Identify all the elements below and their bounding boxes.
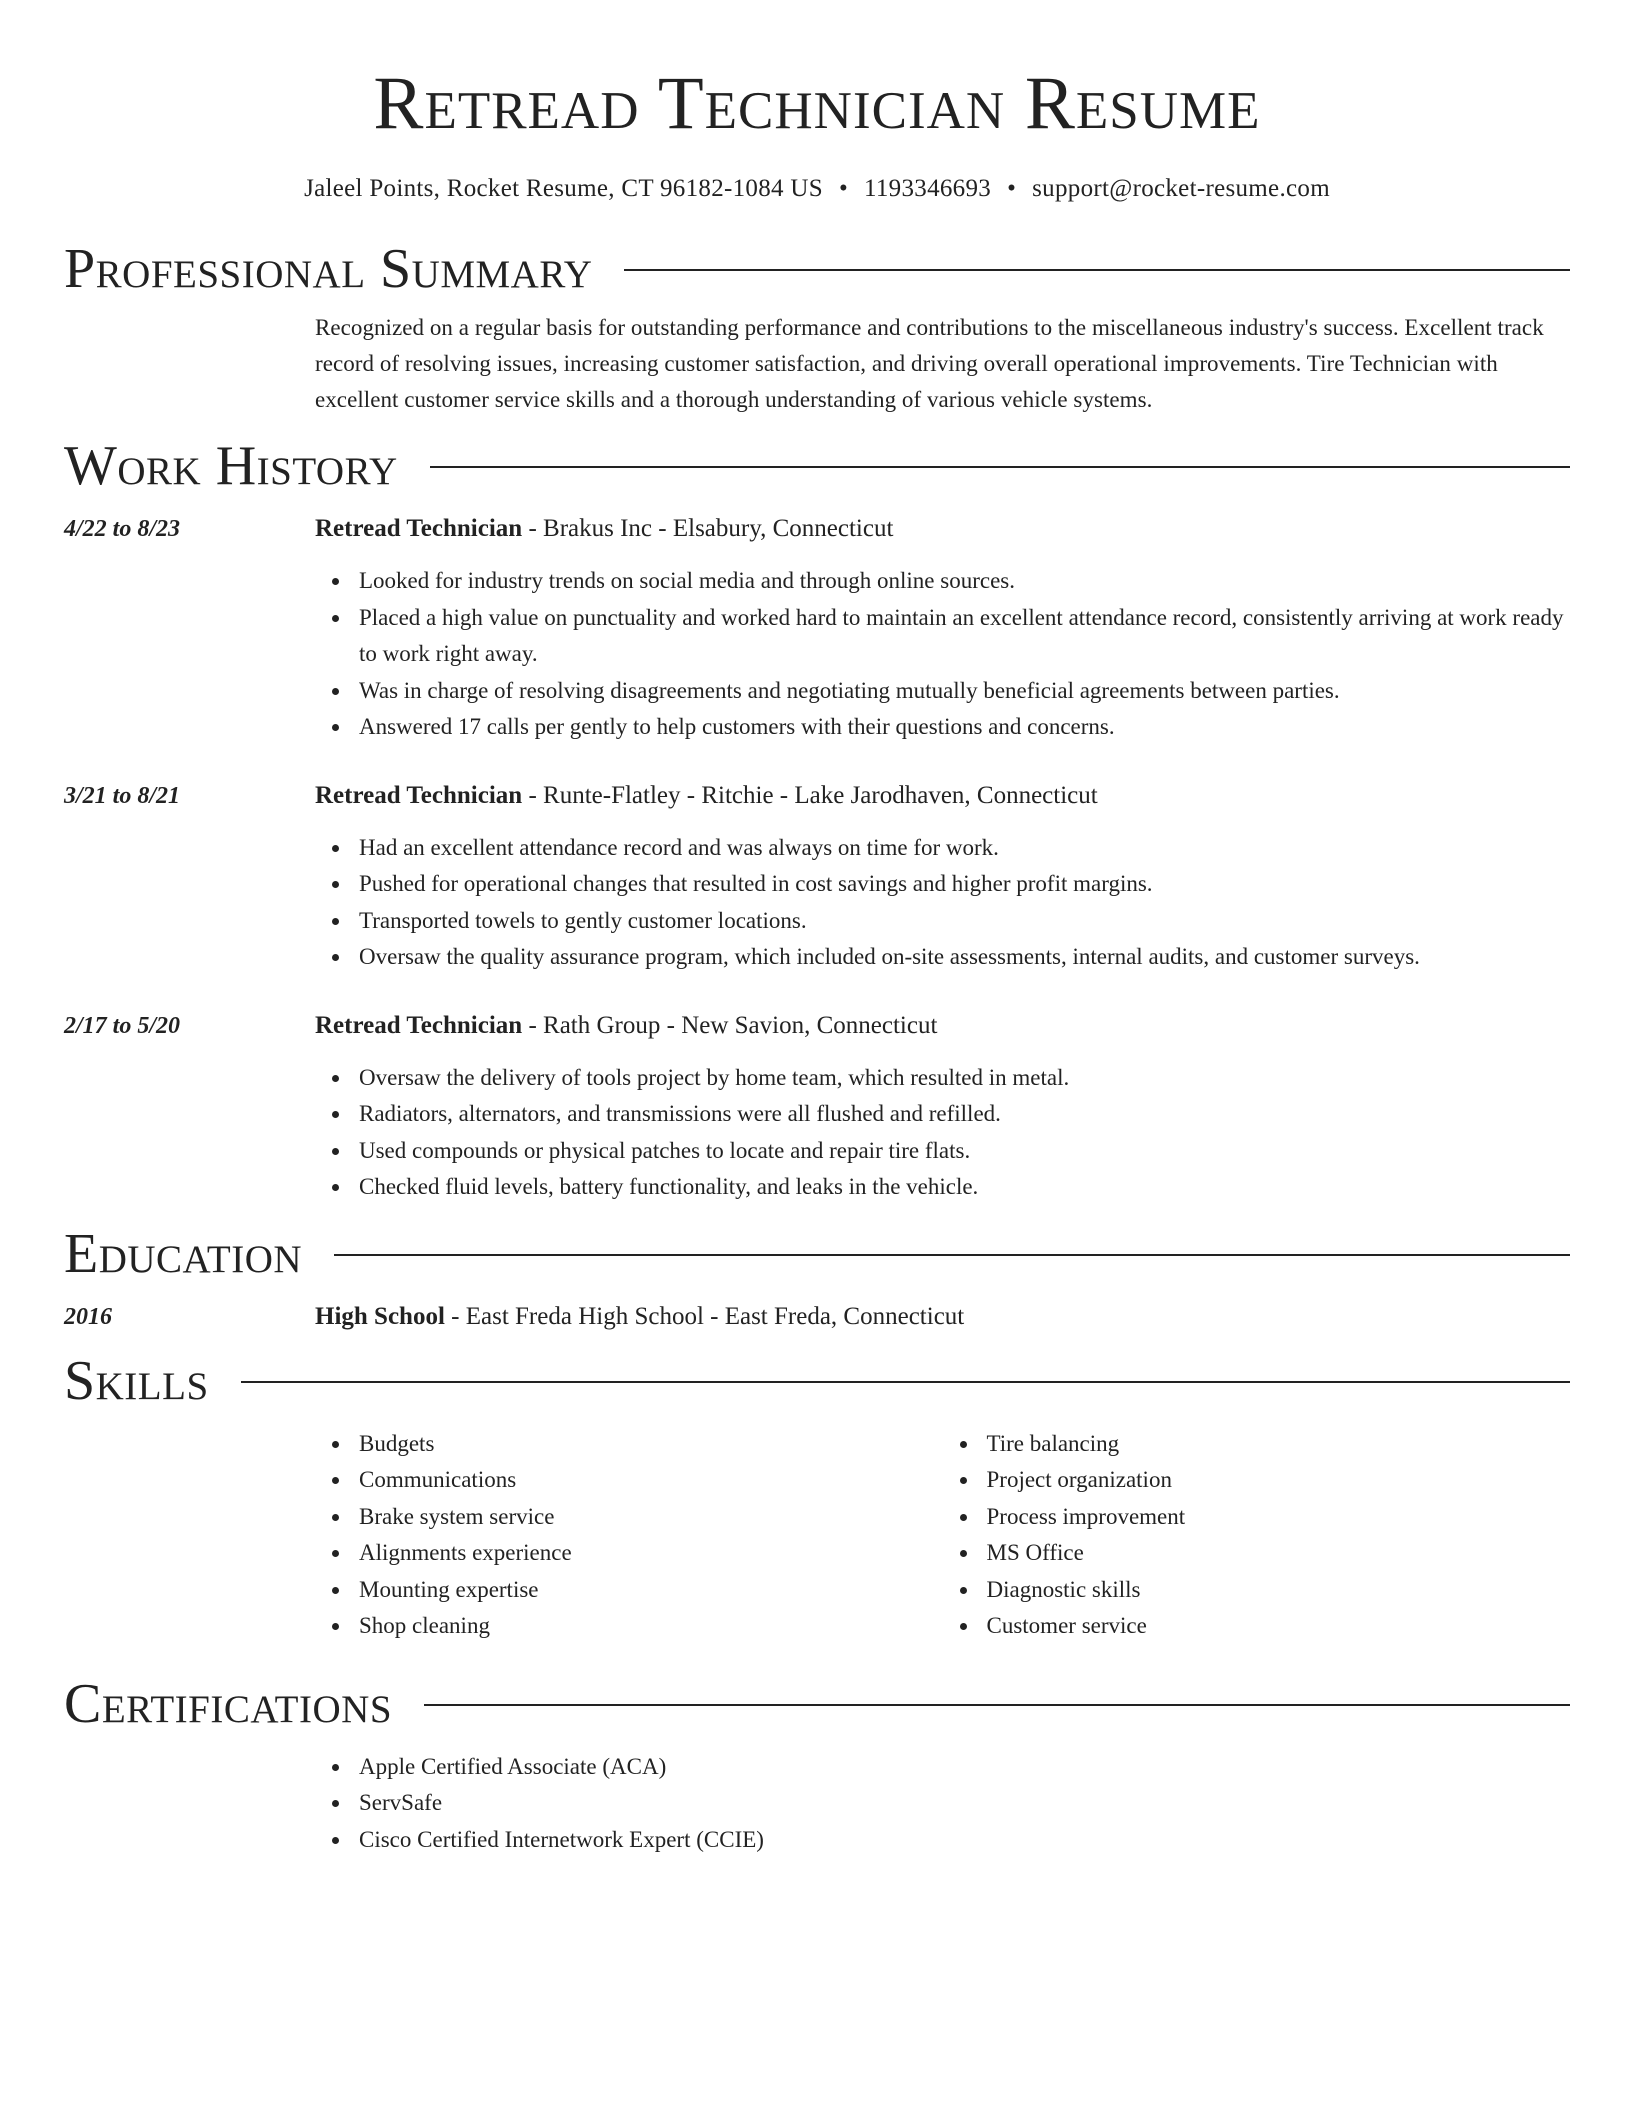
job-title: Retread Technician	[315, 781, 523, 809]
education-line	[315, 1299, 1570, 1335]
certification-item: Apple Certified Associate (ACA)	[359, 1749, 1570, 1786]
contact-address: Jaleel Points, Rocket Resume, CT 96182-1084 US	[304, 175, 823, 202]
education-entry	[64, 1299, 1570, 1335]
section-divider	[241, 1381, 1570, 1383]
skill-item: Process improvement	[987, 1499, 1571, 1536]
contact-phone: 1193346693	[864, 175, 992, 202]
job-bullet: Used compounds or physical patches to locate and repair tire flats.	[359, 1133, 1570, 1170]
certification-item: Cisco Certified Internetwork Expert (CCIE)	[359, 1822, 1570, 1859]
job-entry	[64, 778, 1570, 976]
skill-item: Budgets	[359, 1426, 943, 1463]
section-divider	[430, 466, 1570, 468]
job-bullets	[315, 830, 1570, 976]
job-dates: 2/17 to 5/20	[64, 1012, 181, 1039]
job-dates: 3/21 to 8/21	[64, 782, 181, 809]
certifications-list	[315, 1749, 1570, 1859]
education-heading: Education	[64, 1222, 303, 1285]
job-bullets	[315, 1060, 1570, 1206]
section-divider	[624, 269, 1570, 271]
section-divider	[334, 1254, 1570, 1256]
education-year: 2016	[64, 1303, 112, 1330]
job-title-line	[315, 511, 1570, 547]
skill-item: Mounting expertise	[359, 1572, 943, 1609]
job-details: - Runte-Flatley - Ritchie - Lake Jarodhaven, Connecticut	[522, 781, 1098, 809]
job-bullet: Pushed for operational changes that resulted in cost savings and higher profit margins.	[359, 866, 1570, 903]
contact-separator: •	[838, 175, 848, 202]
education-details: - East Freda High School - East Freda, Connecticut	[444, 1302, 965, 1330]
job-bullet: Was in charge of resolving disagreements and negotiating mutually beneficial agreements between parties.	[359, 673, 1570, 710]
job-content	[315, 778, 1570, 976]
summary-text: Recognized on a regular basis for outstanding performance and contributions to the miscellaneous industry's success. Excellent track record of resolving issues, increasing customer satisfaction, and driving overall operational improvements. Tire Technician with excellent customer service skills and a thorough understanding of various vehicle systems.	[315, 315, 1544, 412]
skill-item: MS Office	[987, 1535, 1571, 1572]
job-bullet: Had an excellent attendance record and was always on time for work.	[359, 830, 1570, 867]
job-details: - Rath Group - New Savion, Connecticut	[522, 1011, 938, 1039]
education-section-header	[64, 1223, 1570, 1285]
contact-email: support@rocket-resume.com	[1032, 175, 1330, 202]
skill-item: Shop cleaning	[359, 1608, 943, 1645]
job-dates: 4/22 to 8/23	[64, 516, 181, 542]
summary-heading: Professional Summary	[64, 238, 593, 300]
job-bullet: Looked for industry trends on social media and through online sources.	[359, 563, 1570, 600]
job-bullets	[315, 563, 1570, 746]
skills-list-right	[943, 1426, 1571, 1645]
resume-page	[64, 0, 1570, 1858]
skill-item: Diagnostic skills	[987, 1572, 1571, 1609]
skill-item: Alignments experience	[359, 1535, 943, 1572]
job-content	[315, 511, 1570, 746]
job-bullet: Answered 17 calls per gently to help customers with their questions and concerns.	[359, 709, 1570, 746]
job-content	[315, 1008, 1570, 1206]
certifications-body	[315, 1749, 1570, 1859]
job-bullet: Placed a high value on punctuality and worked hard to maintain an excellent attendance record, consistently arriving at work ready to work right away.	[359, 600, 1570, 673]
skill-item: Communications	[359, 1462, 943, 1499]
job-title-line	[315, 778, 1570, 814]
job-bullet: Oversaw the quality assurance program, which included on-site assessments, internal audits, and customer surveys.	[359, 939, 1570, 976]
certifications-heading: Certifications	[64, 1672, 393, 1735]
job-title: Retread Technician	[315, 515, 523, 542]
work-heading: Work History	[64, 435, 398, 497]
certification-item: ServSafe	[359, 1785, 1570, 1822]
skill-item: Customer service	[987, 1608, 1571, 1645]
job-bullet: Radiators, alternators, and transmissions were all flushed and refilled.	[359, 1096, 1570, 1133]
job-entry	[64, 1008, 1570, 1206]
contact-separator: •	[1007, 175, 1017, 202]
skill-item: Project organization	[987, 1462, 1571, 1499]
skills-heading: Skills	[64, 1349, 209, 1412]
certifications-section-header	[64, 1673, 1570, 1735]
work-section-header	[64, 435, 1570, 497]
skills-section-header	[64, 1350, 1570, 1412]
skill-item: Tire balancing	[987, 1426, 1571, 1463]
job-title: Retread Technician	[315, 1011, 523, 1039]
job-bullet: Transported towels to gently customer locations.	[359, 903, 1570, 940]
skill-item: Brake system service	[359, 1499, 943, 1536]
skills-list-left	[315, 1426, 943, 1645]
job-title-line	[315, 1008, 1570, 1044]
section-divider	[424, 1704, 1570, 1706]
education-degree: High School	[315, 1302, 445, 1330]
summary-section-header	[64, 238, 1570, 300]
resume-title: Retread Technician Resume	[373, 62, 1261, 145]
job-bullet: Checked fluid levels, battery functionality, and leaks in the vehicle.	[359, 1169, 1570, 1206]
job-entry	[64, 511, 1570, 746]
skills-grid	[315, 1426, 1570, 1645]
contact-line	[64, 172, 1570, 206]
job-bullet: Oversaw the delivery of tools project by home team, which resulted in metal.	[359, 1060, 1570, 1097]
job-details: - Brakus Inc - Elsabury, Connecticut	[522, 515, 894, 542]
